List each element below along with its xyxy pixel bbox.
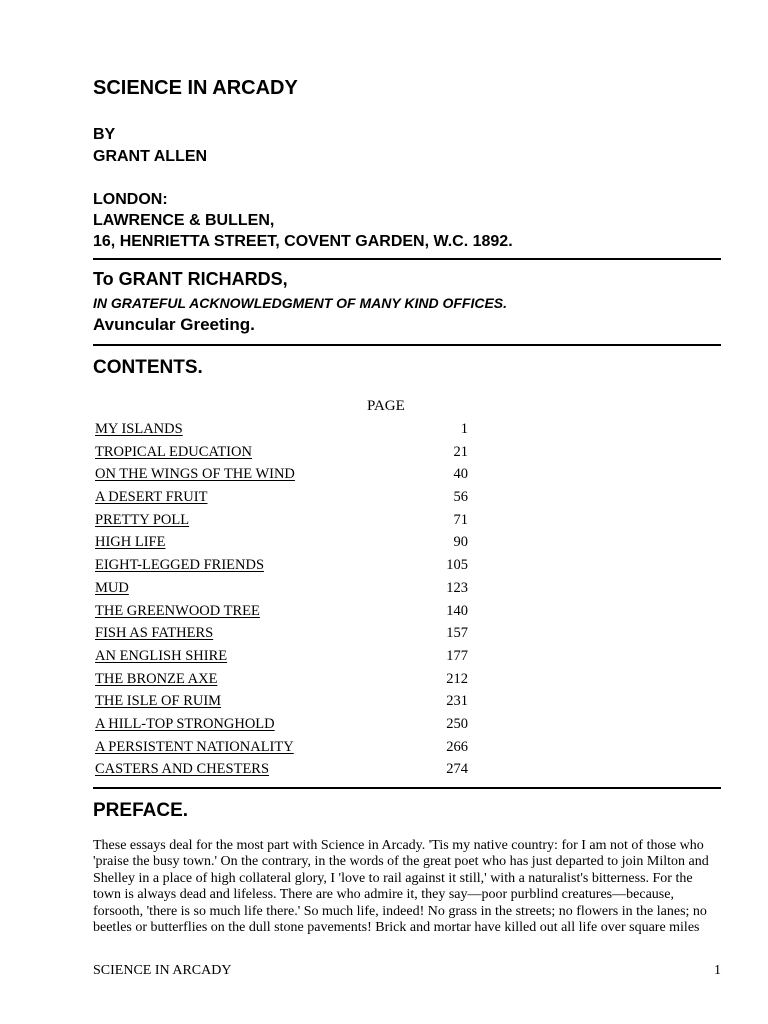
toc-page-number: 40 — [453, 466, 468, 483]
publisher-name: LAWRENCE & BULLEN, — [93, 212, 275, 229]
dedication-recipient: To GRANT RICHARDS, — [93, 269, 288, 289]
divider — [93, 344, 721, 346]
toc-page-number: 56 — [453, 489, 468, 506]
toc-link[interactable]: MY ISLANDS — [95, 421, 183, 437]
toc-row — [95, 690, 475, 713]
toc-row — [95, 736, 475, 759]
toc-link[interactable]: A PERSISTENT NATIONALITY — [95, 738, 294, 755]
table-of-contents — [95, 418, 475, 781]
toc-link[interactable]: A DESERT FRUIT — [95, 489, 208, 506]
toc-page-number: 157 — [446, 625, 468, 642]
toc-link[interactable]: HIGH LIFE — [95, 534, 166, 551]
preface-heading: PREFACE. — [93, 800, 189, 821]
toc-row — [95, 577, 475, 600]
toc-page-number: 250 — [446, 715, 468, 732]
toc-page-number: 1 — [460, 421, 468, 437]
toc-link[interactable]: FISH AS FATHERS — [95, 625, 214, 642]
page-footer — [93, 963, 721, 979]
toc-page-number: 105 — [446, 557, 468, 574]
toc-link[interactable]: THE ISLE OF RUIM — [95, 693, 222, 710]
contents-heading: CONTENTS. — [93, 357, 203, 378]
toc-link[interactable]: TROPICAL EDUCATION — [95, 443, 252, 460]
toc-link[interactable]: ON THE WINGS OF THE WIND — [95, 466, 295, 483]
toc-page-number: 123 — [446, 579, 468, 596]
divider — [93, 258, 721, 260]
publisher-info — [93, 189, 513, 252]
toc-link[interactable]: AN ENGLISH SHIRE — [95, 647, 228, 664]
toc-page-number: 231 — [446, 693, 468, 710]
byline — [93, 124, 207, 168]
publisher-city: LONDON: — [93, 191, 168, 208]
toc-page-number: 274 — [446, 761, 468, 778]
toc-row — [95, 463, 475, 486]
toc-page-number: 140 — [446, 602, 468, 619]
divider — [93, 787, 721, 789]
running-title: SCIENCE IN ARCADY — [93, 963, 232, 978]
toc-row — [95, 441, 475, 464]
toc-page-number: 177 — [446, 647, 468, 664]
book-title: SCIENCE IN ARCADY — [93, 77, 298, 99]
toc-row — [95, 509, 475, 532]
toc-row — [95, 531, 475, 554]
toc-link[interactable]: THE BRONZE AXE — [95, 670, 218, 687]
toc-row — [95, 622, 475, 645]
toc-row — [95, 418, 475, 441]
toc-row — [95, 554, 475, 577]
by-label: BY — [93, 126, 116, 143]
dedication-greeting: Avuncular Greeting. — [93, 315, 255, 334]
toc-row — [95, 645, 475, 668]
toc-link[interactable]: THE GREENWOOD TREE — [95, 602, 260, 619]
toc-page-number: 21 — [453, 443, 468, 460]
toc-page-number: 71 — [453, 511, 468, 528]
toc-page-number: 266 — [446, 738, 468, 755]
toc-page-number: 90 — [453, 534, 468, 551]
toc-link[interactable]: A HILL-TOP STRONGHOLD — [95, 715, 275, 732]
toc-row — [95, 486, 475, 509]
contents-page-label: PAGE — [367, 398, 405, 414]
toc-link[interactable]: MUD — [95, 579, 129, 596]
toc-link[interactable]: PRETTY POLL — [95, 511, 190, 528]
author-name: GRANT ALLEN — [93, 148, 208, 165]
toc-row — [95, 758, 475, 781]
toc-row — [95, 713, 475, 736]
toc-row — [95, 668, 475, 691]
toc-row — [95, 600, 475, 623]
toc-link[interactable]: EIGHT-LEGGED FRIENDS — [95, 557, 265, 574]
preface-paragraph: These essays deal for the most part with Science in Arcady. 'Tis my native country: for I am not of those who 'praise the busy town.' On the contrary, in the words of the great poet who has just departed to join Milton and Shelley in a place of high collateral glory, I 'love to rail against it still,' with a naturalist's bitterness. For the town is always dead and lifeless. There are who admire it, they say—poor purblind creatures—because, forsooth, 'there is so much life there.' So much life, indeed! No grass in the streets; no flowers in the lanes; no beetles or butterflies on the dull stone pavements! Brick and mortar have killed out all life over square miles — [93, 838, 709, 936]
page-number: 1 — [714, 963, 721, 978]
dedication-subtitle: IN GRATEFUL ACKNOWLEDGMENT OF MANY KIND OFFICES. — [93, 295, 508, 311]
toc-link[interactable]: CASTERS AND CHESTERS — [95, 761, 270, 778]
toc-page-number: 212 — [446, 670, 468, 687]
publisher-address: 16, HENRIETTA STREET, COVENT GARDEN, W.C. 1892. — [93, 233, 513, 250]
